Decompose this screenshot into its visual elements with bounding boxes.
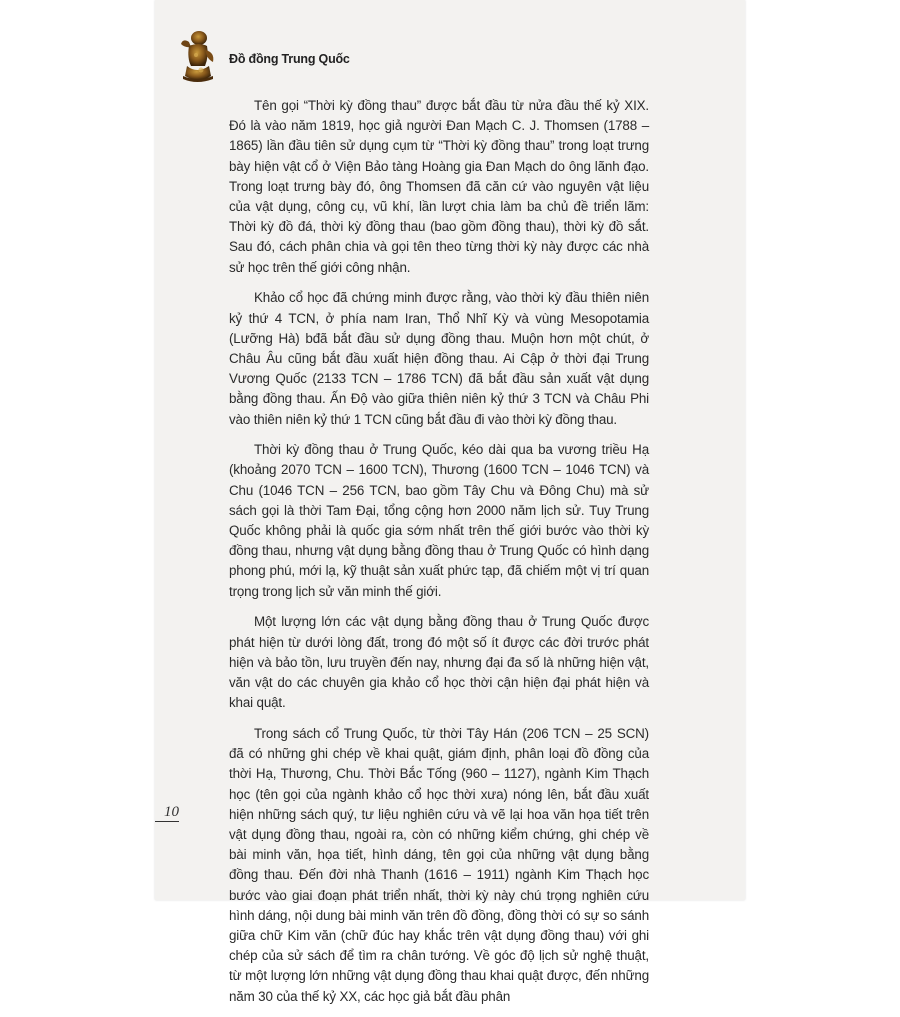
page-number-underline bbox=[155, 821, 179, 822]
body-text bbox=[229, 96, 649, 1017]
paragraph: Thời kỳ đồng thau ở Trung Quốc, kéo dài qua ba vương triều Hạ (khoảng 2070 TCN – 1600 TCN), Thương (1600 TCN – 1046 TCN) và Chu (1046 TCN – 256 TCN, bao gồm Tây Chu và Đông Chu) mà sử sách gọi là thời Tam Đại, tổng cộng hơn 2000 năm lịch sử. Tuy Trung Quốc không phải là quốc gia sớm nhất trên thế giới bước vào thời kỳ đồng thau, nhưng vật dụng bằng đồng thau ở Trung Quốc có hình dạng phong phú, mới lạ, kỹ thuật sản xuất phức tạp, đã chiếm một vị trí quan trọng trong lịch sử văn minh thế giới. bbox=[229, 442, 649, 599]
paragraph: Một lượng lớn các vật dụng bằng đồng thau ở Trung Quốc được phát hiện từ dưới lòng đất, trong đó một số ít được các đời trước phát hiện và bảo tồn, lưu truyền đến nay, nhưng đại đa số là những hiện vật, văn vật do các chuyên gia khảo cổ học thời cận hiện đại phát hiện và khai quật. bbox=[229, 614, 649, 711]
paragraph: Trong sách cổ Trung Quốc, từ thời Tây Hán (206 TCN – 25 SCN) đã có những ghi chép về khai quật, giám định, phân loại đồ đồng của thời Hạ, Thương, Chu. Thời Bắc Tống (960 – 1127), ngành Kim Thạch học (tên gọi của ngành khảo cổ học thời xưa) nóng lên, bắt đầu xuất hiện những sách quý, tư liệu nghiên cứu và vẽ lại hoa văn họa tiết trên vật dụng đồng thau, ngoài ra, còn có những kiểm chứng, ghi chép về bài minh văn, họa tiết, hình dáng, tên gọi của những vật dụng bằng đồng thau. Đến đời nhà Thanh (1616 – 1911) ngành Kim Thạch học bước vào giai đoạn phát triển nhất, thời kỳ này chú trọng nghiên cứu hình dáng, nội dung bài minh văn trên đồ đồng, đồng thời có sự so sánh giữa chữ Kim văn (chữ đúc hay khắc trên vật dụng đồng thau) với ghi chép của sử sách để tìm ra chân tướng. Về góc độ lịch sử nghệ thuật, từ một lượng lớn những vật dụng đồng thau khai quật được, đến những năm 30 của thế kỷ XX, các học giả bắt đầu phân bbox=[229, 725, 649, 1004]
running-header-title: Đồ đồng Trung Quốc bbox=[229, 52, 350, 66]
page-number: 10 bbox=[164, 804, 179, 820]
paragraph: Khảo cổ học đã chứng minh được rằng, vào thời kỳ đầu thiên niên kỷ thứ 4 TCN, ở phía nam Iran, Thổ Nhĩ Kỳ và vùng Mesopotamia (Lưỡng Hà) bđã bắt đầu sử dụng đồng thau. Muộn hơn một chút, ở Châu Âu cũng bắt đầu xuất hiện đồng thau. Ai Cập ở thời đại Trung Vương Quốc (2133 TCN – 1786 TCN) đã bắt đầu sản xuất vật dụng bằng đồng thau. Ấn Độ vào giữa thiên niên kỷ thứ 3 TCN và Châu Phi vào thiên niên kỷ thứ 1 TCN cũng bắt đầu đi vào thời kỳ đồng thau. bbox=[229, 290, 649, 427]
paragraph: Tên gọi “Thời kỳ đồng thau” được bắt đầu từ nửa đầu thế kỷ XIX. Đó là vào năm 1819, học giả người Đan Mạch C. J. Thomsen (1788 – 1865) lần đầu tiên sử dụng cụm từ “Thời kỳ đồng thau” trong loạt trưng bày hiện vật cổ ở Viện Bảo tàng Hoàng gia Đan Mạch do ông lãnh đạo. Trong loạt trưng bày đó, ông Thomsen đã căn cứ vào nguyên vật liệu của vật dụng, công cụ, vũ khí, lần lượt chia làm ba chủ đề triển lãm: Thời kỳ đồ đá, thời kỳ đồng thau (bao gồm đồng thau), thời kỳ đồ sắt. Sau đó, cách phân chia và gọi tên theo từng thời kỳ này được các nhà sử học trên thế giới công nhận. bbox=[229, 98, 649, 275]
bronze-vessel-icon bbox=[175, 28, 219, 84]
